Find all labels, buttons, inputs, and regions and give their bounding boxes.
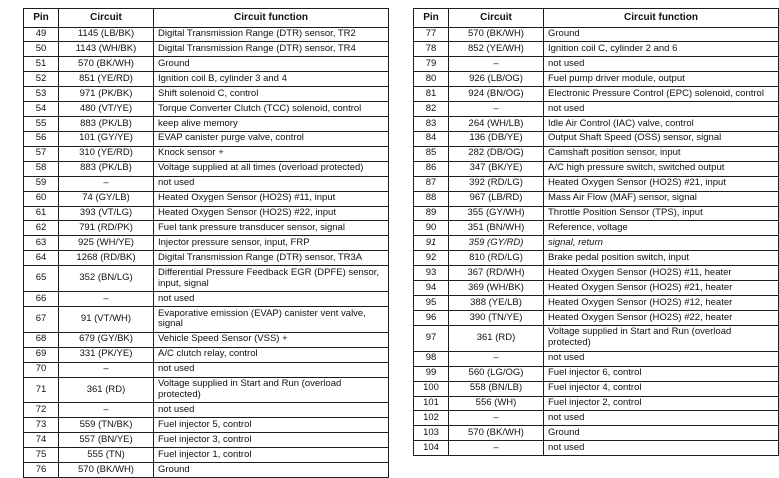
pin-cell: 86 xyxy=(414,161,449,176)
circuit-cell: 883 (PK/LB) xyxy=(59,161,154,176)
pin-cell: 77 xyxy=(414,27,449,42)
circuit-cell: – xyxy=(449,57,544,72)
circuit-cell: 1145 (LB/BK) xyxy=(59,27,154,42)
circuit-function-header: Circuit function xyxy=(154,9,389,28)
circuit-cell: – xyxy=(449,441,544,456)
table-row xyxy=(414,411,779,426)
function-cell: not used xyxy=(544,102,779,117)
function-cell: Voltage supplied in Start and Run (overload protected) xyxy=(154,377,389,403)
pin-cell: 96 xyxy=(414,311,449,326)
function-cell: Ground xyxy=(154,463,389,478)
pin-cell: 84 xyxy=(414,131,449,146)
circuit-cell: 679 (GY/BK) xyxy=(59,332,154,347)
circuit-cell: 361 (RD) xyxy=(449,325,544,351)
table-row xyxy=(414,281,779,296)
pin-cell: 97 xyxy=(414,325,449,351)
function-cell: Output Shaft Speed (OSS) sensor, signal xyxy=(544,131,779,146)
circuit-cell: 924 (BN/OG) xyxy=(449,87,544,102)
circuit-cell: 331 (PK/YE) xyxy=(59,347,154,362)
table-row xyxy=(24,292,389,307)
circuit-cell: 570 (BK/WH) xyxy=(449,27,544,42)
circuit-cell: 101 (GY/YE) xyxy=(59,131,154,146)
pin-cell: 79 xyxy=(414,57,449,72)
pin-header: Pin xyxy=(414,9,449,28)
pin-cell: 67 xyxy=(24,307,59,333)
function-cell: A/C clutch relay, control xyxy=(154,347,389,362)
table-row xyxy=(414,381,779,396)
pin-cell: 52 xyxy=(24,72,59,87)
table-row xyxy=(24,362,389,377)
pin-cell: 103 xyxy=(414,426,449,441)
pin-cell: 104 xyxy=(414,441,449,456)
circuit-cell: 791 (RD/PK) xyxy=(59,221,154,236)
table-row xyxy=(24,448,389,463)
pin-cell: 69 xyxy=(24,347,59,362)
table-header-left xyxy=(24,9,389,28)
function-cell: Heated Oxygen Sensor (HO2S) #12, heater xyxy=(544,296,779,311)
function-cell: signal, return xyxy=(544,236,779,251)
circuit-cell: 392 (RD/LG) xyxy=(449,176,544,191)
circuit-cell: – xyxy=(449,411,544,426)
table-row xyxy=(414,266,779,281)
circuit-cell: 282 (DB/OG) xyxy=(449,146,544,161)
circuit-cell: – xyxy=(449,351,544,366)
circuit-cell: 555 (TN) xyxy=(59,448,154,463)
circuit-cell: 570 (BK/WH) xyxy=(59,463,154,478)
circuit-cell: 967 (LB/RD) xyxy=(449,191,544,206)
pin-cell: 73 xyxy=(24,418,59,433)
pin-cell: 71 xyxy=(24,377,59,403)
pin-cell: 80 xyxy=(414,72,449,87)
table-row xyxy=(24,176,389,191)
pin-header: Pin xyxy=(24,9,59,28)
pin-cell: 59 xyxy=(24,176,59,191)
circuit-cell: 351 (BN/WH) xyxy=(449,221,544,236)
table-row xyxy=(414,57,779,72)
table-row xyxy=(24,191,389,206)
function-cell: not used xyxy=(544,57,779,72)
table-header-right xyxy=(414,9,779,28)
table-row xyxy=(414,42,779,57)
pin-cell: 54 xyxy=(24,102,59,117)
circuit-cell: 852 (YE/WH) xyxy=(449,42,544,57)
table-row xyxy=(414,236,779,251)
table-row xyxy=(414,441,779,456)
pin-cell: 94 xyxy=(414,281,449,296)
circuit-cell: 570 (BK/WH) xyxy=(449,426,544,441)
function-cell: not used xyxy=(154,292,389,307)
circuit-cell: 393 (VT/LG) xyxy=(59,206,154,221)
function-cell: not used xyxy=(544,441,779,456)
header-row xyxy=(24,9,389,28)
table-row xyxy=(414,396,779,411)
function-cell: not used xyxy=(544,411,779,426)
function-cell: Idle Air Control (IAC) valve, control xyxy=(544,117,779,132)
table-row xyxy=(24,72,389,87)
circuit-cell: 883 (PK/LB) xyxy=(59,117,154,132)
pin-cell: 91 xyxy=(414,236,449,251)
circuit-cell: 1268 (RD/BK) xyxy=(59,251,154,266)
circuit-cell: 264 (WH/LB) xyxy=(449,117,544,132)
function-cell: Heated Oxygen Sensor (HO2S) #11, input xyxy=(154,191,389,206)
circuit-cell: 74 (GY/LB) xyxy=(59,191,154,206)
table-row xyxy=(414,176,779,191)
table-body-left xyxy=(24,27,389,478)
function-cell: not used xyxy=(154,403,389,418)
pin-cell: 100 xyxy=(414,381,449,396)
table-row xyxy=(414,351,779,366)
function-cell: Knock sensor + xyxy=(154,146,389,161)
pin-cell: 61 xyxy=(24,206,59,221)
pin-cell: 49 xyxy=(24,27,59,42)
table-row xyxy=(24,307,389,333)
table-row xyxy=(414,426,779,441)
table-row xyxy=(24,87,389,102)
circuit-cell: – xyxy=(449,102,544,117)
pin-cell: 64 xyxy=(24,251,59,266)
circuit-cell: 347 (BK/YE) xyxy=(449,161,544,176)
table-row xyxy=(414,117,779,132)
function-cell: Torque Converter Clutch (TCC) solenoid, control xyxy=(154,102,389,117)
function-cell: Camshaft position sensor, input xyxy=(544,146,779,161)
circuit-cell: 361 (RD) xyxy=(59,377,154,403)
circuit-cell: 388 (YE/LB) xyxy=(449,296,544,311)
table-row xyxy=(24,206,389,221)
pinout-table-left xyxy=(23,8,389,478)
table-row xyxy=(24,418,389,433)
pinout-table-right xyxy=(413,8,779,456)
circuit-cell: 558 (BN/LB) xyxy=(449,381,544,396)
pin-cell: 88 xyxy=(414,191,449,206)
function-cell: Ignition coil B, cylinder 3 and 4 xyxy=(154,72,389,87)
function-cell: Voltage supplied in Start and Run (overload protected) xyxy=(544,325,779,351)
pin-cell: 81 xyxy=(414,87,449,102)
pin-cell: 57 xyxy=(24,146,59,161)
table-row xyxy=(414,325,779,351)
function-cell: Electronic Pressure Control (EPC) solenoid, control xyxy=(544,87,779,102)
table-row xyxy=(24,131,389,146)
table-row xyxy=(24,221,389,236)
pin-cell: 63 xyxy=(24,236,59,251)
table-row xyxy=(414,161,779,176)
function-cell: Ground xyxy=(154,57,389,72)
table-row xyxy=(24,102,389,117)
pin-cell: 60 xyxy=(24,191,59,206)
table-row xyxy=(24,161,389,176)
pin-cell: 76 xyxy=(24,463,59,478)
pin-cell: 92 xyxy=(414,251,449,266)
circuit-cell: – xyxy=(59,292,154,307)
table-row xyxy=(414,206,779,221)
pin-cell: 87 xyxy=(414,176,449,191)
table-row xyxy=(414,27,779,42)
table-row xyxy=(414,72,779,87)
pin-cell: 99 xyxy=(414,366,449,381)
pin-cell: 93 xyxy=(414,266,449,281)
function-cell: Fuel injector 1, control xyxy=(154,448,389,463)
circuit-cell: 310 (YE/RD) xyxy=(59,146,154,161)
header-row xyxy=(414,9,779,28)
function-cell: keep alive memory xyxy=(154,117,389,132)
function-cell: Differential Pressure Feedback EGR (DPFE) sensor, input, signal xyxy=(154,266,389,292)
pin-cell: 72 xyxy=(24,403,59,418)
circuit-cell: 367 (RD/WH) xyxy=(449,266,544,281)
pin-cell: 82 xyxy=(414,102,449,117)
table-row xyxy=(414,251,779,266)
pin-cell: 55 xyxy=(24,117,59,132)
function-cell: Ground xyxy=(544,426,779,441)
pin-cell: 68 xyxy=(24,332,59,347)
table-row xyxy=(24,57,389,72)
pin-cell: 78 xyxy=(414,42,449,57)
circuit-cell: 557 (BN/YE) xyxy=(59,433,154,448)
table-row xyxy=(24,251,389,266)
function-cell: Shift solenoid C, control xyxy=(154,87,389,102)
function-cell: Fuel injector 3, control xyxy=(154,433,389,448)
function-cell: Heated Oxygen Sensor (HO2S) #21, heater xyxy=(544,281,779,296)
table-row xyxy=(24,266,389,292)
function-cell: Digital Transmission Range (DTR) sensor, TR3A xyxy=(154,251,389,266)
circuit-cell: 560 (LG/OG) xyxy=(449,366,544,381)
table-row xyxy=(414,311,779,326)
table-row xyxy=(24,42,389,57)
circuit-header: Circuit xyxy=(449,9,544,28)
table-row xyxy=(414,221,779,236)
pin-cell: 90 xyxy=(414,221,449,236)
table-row xyxy=(24,347,389,362)
circuit-cell: 926 (LB/OG) xyxy=(449,72,544,87)
circuit-cell: 480 (VT/YE) xyxy=(59,102,154,117)
function-cell: Heated Oxygen Sensor (HO2S) #22, input xyxy=(154,206,389,221)
table-row xyxy=(414,191,779,206)
pin-cell: 56 xyxy=(24,131,59,146)
function-cell: Heated Oxygen Sensor (HO2S) #22, heater xyxy=(544,311,779,326)
table-row xyxy=(414,146,779,161)
table-row xyxy=(24,403,389,418)
function-cell: Heated Oxygen Sensor (HO2S) #11, heater xyxy=(544,266,779,281)
function-cell: Digital Transmission Range (DTR) sensor, TR2 xyxy=(154,27,389,42)
table-row xyxy=(24,377,389,403)
circuit-cell: – xyxy=(59,362,154,377)
function-cell: A/C high pressure switch, switched output xyxy=(544,161,779,176)
table-row xyxy=(414,87,779,102)
function-cell: Injector pressure sensor, input, FRP xyxy=(154,236,389,251)
pin-cell: 98 xyxy=(414,351,449,366)
circuit-cell: 136 (DB/YE) xyxy=(449,131,544,146)
function-cell: Heated Oxygen Sensor (HO2S) #21, input xyxy=(544,176,779,191)
table-row xyxy=(24,433,389,448)
function-cell: EVAP canister purge valve, control xyxy=(154,131,389,146)
circuit-cell: 570 (BK/WH) xyxy=(59,57,154,72)
function-cell: not used xyxy=(154,362,389,377)
function-cell: Mass Air Flow (MAF) sensor, signal xyxy=(544,191,779,206)
pin-cell: 102 xyxy=(414,411,449,426)
pin-cell: 62 xyxy=(24,221,59,236)
function-cell: Vehicle Speed Sensor (VSS) + xyxy=(154,332,389,347)
circuit-cell: 355 (GY/WH) xyxy=(449,206,544,221)
function-cell: Fuel injector 2, control xyxy=(544,396,779,411)
function-cell: Voltage supplied at all times (overload protected) xyxy=(154,161,389,176)
circuit-cell: – xyxy=(59,403,154,418)
function-cell: not used xyxy=(544,351,779,366)
circuit-cell: 390 (TN/YE) xyxy=(449,311,544,326)
circuit-cell: 971 (PK/BK) xyxy=(59,87,154,102)
function-cell: Ground xyxy=(544,27,779,42)
circuit-header: Circuit xyxy=(59,9,154,28)
circuit-cell: 369 (WH/BK) xyxy=(449,281,544,296)
function-cell: Fuel injector 6, control xyxy=(544,366,779,381)
function-cell: not used xyxy=(154,176,389,191)
circuit-cell: 556 (WH) xyxy=(449,396,544,411)
pin-cell: 95 xyxy=(414,296,449,311)
table-row xyxy=(414,296,779,311)
pin-cell: 85 xyxy=(414,146,449,161)
function-cell: Digital Transmission Range (DTR) sensor, TR4 xyxy=(154,42,389,57)
circuit-cell: 559 (TN/BK) xyxy=(59,418,154,433)
function-cell: Ignition coil C, cylinder 2 and 6 xyxy=(544,42,779,57)
function-cell: Fuel injector 5, control xyxy=(154,418,389,433)
table-body-right xyxy=(414,27,779,456)
function-cell: Fuel injector 4, control xyxy=(544,381,779,396)
table-row xyxy=(24,27,389,42)
function-cell: Reference, voltage xyxy=(544,221,779,236)
table-row xyxy=(414,131,779,146)
table-row xyxy=(24,463,389,478)
circuit-function-header: Circuit function xyxy=(544,9,779,28)
function-cell: Throttle Position Sensor (TPS), input xyxy=(544,206,779,221)
pin-cell: 65 xyxy=(24,266,59,292)
circuit-cell: 1143 (WH/BK) xyxy=(59,42,154,57)
circuit-cell: 91 (VT/WH) xyxy=(59,307,154,333)
pin-cell: 70 xyxy=(24,362,59,377)
pin-cell: 89 xyxy=(414,206,449,221)
table-row xyxy=(24,146,389,161)
pin-cell: 83 xyxy=(414,117,449,132)
circuit-cell: 810 (RD/LG) xyxy=(449,251,544,266)
circuit-cell: 359 (GY/RD) xyxy=(449,236,544,251)
pin-cell: 58 xyxy=(24,161,59,176)
pin-cell: 101 xyxy=(414,396,449,411)
function-cell: Fuel tank pressure transducer sensor, signal xyxy=(154,221,389,236)
pin-cell: 75 xyxy=(24,448,59,463)
table-row xyxy=(414,366,779,381)
circuit-cell: 851 (YE/RD) xyxy=(59,72,154,87)
function-cell: Fuel pump driver module, output xyxy=(544,72,779,87)
table-row xyxy=(24,332,389,347)
pin-cell: 66 xyxy=(24,292,59,307)
pin-cell: 51 xyxy=(24,57,59,72)
table-row xyxy=(24,236,389,251)
table-row xyxy=(24,117,389,132)
function-cell: Brake pedal position switch, input xyxy=(544,251,779,266)
pin-cell: 74 xyxy=(24,433,59,448)
function-cell: Evaporative emission (EVAP) canister vent valve, signal xyxy=(154,307,389,333)
pin-cell: 53 xyxy=(24,87,59,102)
circuit-cell: – xyxy=(59,176,154,191)
table-row xyxy=(414,102,779,117)
pin-cell: 50 xyxy=(24,42,59,57)
circuit-cell: 925 (WH/YE) xyxy=(59,236,154,251)
circuit-cell: 352 (BN/LG) xyxy=(59,266,154,292)
